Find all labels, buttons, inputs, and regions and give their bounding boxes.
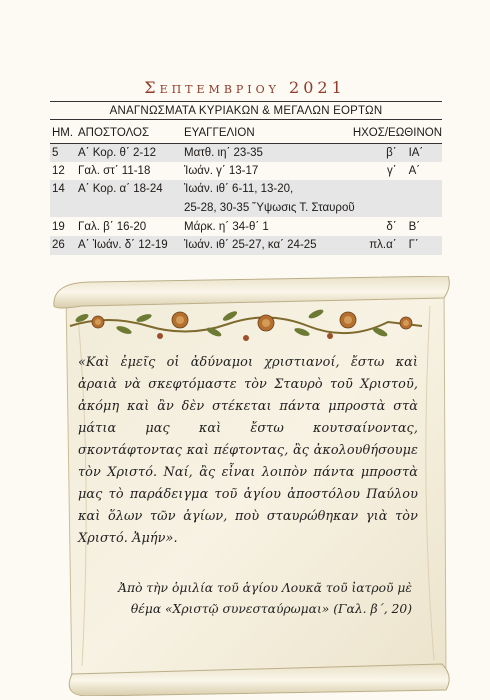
cell-tone: β΄ <box>332 143 407 162</box>
cell-day: 26 <box>50 236 76 255</box>
cell-apostle: Α΄ Ἰωάν. δ΄ 12-19 <box>76 236 182 255</box>
cell-gospel: Ἰωάν. ιθ΄ 6-11, 13-20, <box>182 180 332 199</box>
cell-apostle: Γαλ. στ΄ 11-18 <box>78 164 151 177</box>
table-row-continuation <box>50 199 442 218</box>
cell-tone <box>332 180 407 199</box>
source-line-1: Ἀπὸ τὴν ὁμιλία τοῦ ἁγίου Λουκᾶ τοῦ ἰατροῦ μὲ <box>118 581 412 595</box>
table-row <box>50 162 442 181</box>
header-gospel: ΕΥΑΓΓΕΛΙΟΝ <box>182 124 332 143</box>
readings-table <box>50 124 442 255</box>
table-row <box>50 143 442 162</box>
header-tone-eothinon: ΗΧΟΣ/ΕΩΘΙΝΟΝ <box>332 124 442 143</box>
cell-day: 14 <box>50 180 76 199</box>
cell-gospel: Μάρκ. η΄ 34-θ΄ 1 <box>184 220 269 233</box>
cell-eothinon: Α΄ <box>408 164 421 177</box>
title-month: Σεπτεμβριου <box>144 78 280 97</box>
cell-eothinon: Β΄ <box>408 220 421 233</box>
table-row <box>50 180 442 199</box>
cell-gospel-continued: 25-28, 30-35 Ὕψωσις Τ. Σταυροῦ <box>182 199 442 218</box>
cell-eothinon <box>407 180 442 199</box>
rose-garland-ornament <box>68 296 424 350</box>
source-line-2: θέμα «Χριστῷ συνεσταύρωμαι» (Γαλ. β΄, 20) <box>130 602 412 616</box>
title-year: 2021 <box>289 78 346 97</box>
cell-tone: δ΄ <box>386 220 397 233</box>
cell-day: 5 <box>50 143 76 162</box>
cell-eothinon: Γ΄ <box>407 236 442 255</box>
cell-apostle: Α΄ Κορ. α΄ 18-24 <box>76 180 182 199</box>
quote-source <box>86 578 412 620</box>
cell-tone: γ΄ <box>386 164 397 177</box>
quote-text: «Καὶ ἐμεῖς οἱ ἀδύναμοι χριστιανοί, ἔστω καὶ ἀραιὰ νὰ σκεφτόμαστε τὸν Σταυρὸ τοῦ Χριστοῦ, ἀκόμη καὶ ἂν δὲν στέκεται πάντα μπροστὰ στὰ μάτια μας καὶ ἔστω κουτσαίνοντας, σκοντάφτοντας καὶ πέφτοντας, ἂς ἀκολουθήσουμε τὸν Χριστό. Ναί, ἂς εἶναι λοιπὸν πάντα μπροστὰ μας τὸ παράδειγμα τοῦ ἁγίου ἀποστόλου Παύλου καὶ ὅλων τῶν ἁγίων, ποὺ σταυρώθηκαν γιὰ τὸν Χριστό. Ἀμήν». <box>78 355 418 546</box>
cell-gospel: Ἰωάν. γ΄ 13-17 <box>184 164 259 177</box>
cell-gospel: Ἰωάν. ιθ΄ 25-27, κα΄ 24-25 <box>182 236 332 255</box>
cell-eothinon: ΙΑ΄ <box>407 143 442 162</box>
header-apostle: ΑΠΟΣΤΟΛΟΣ <box>76 124 182 143</box>
page-title <box>0 78 490 97</box>
table-header-row <box>50 124 442 143</box>
table-row <box>50 217 442 236</box>
cell-day: 12 <box>52 164 65 177</box>
cell-gospel: Ματθ. ιη΄ 23-35 <box>182 143 332 162</box>
header-day: ΗΜ. <box>50 124 76 143</box>
table-subtitle: ΑΝΑΓΝΩΣΜΑΤΑ ΚΥΡΙΑΚΩΝ & ΜΕΓΑΛΩΝ ΕΟΡΤΩΝ <box>50 101 442 120</box>
cell-apostle: Γαλ. β΄ 16-20 <box>78 220 147 233</box>
cell-apostle: Α΄ Κορ. θ΄ 2-12 <box>76 143 182 162</box>
cell-day: 19 <box>52 220 65 233</box>
table-row <box>50 236 442 255</box>
cell-tone: πλ.α΄ <box>332 236 407 255</box>
